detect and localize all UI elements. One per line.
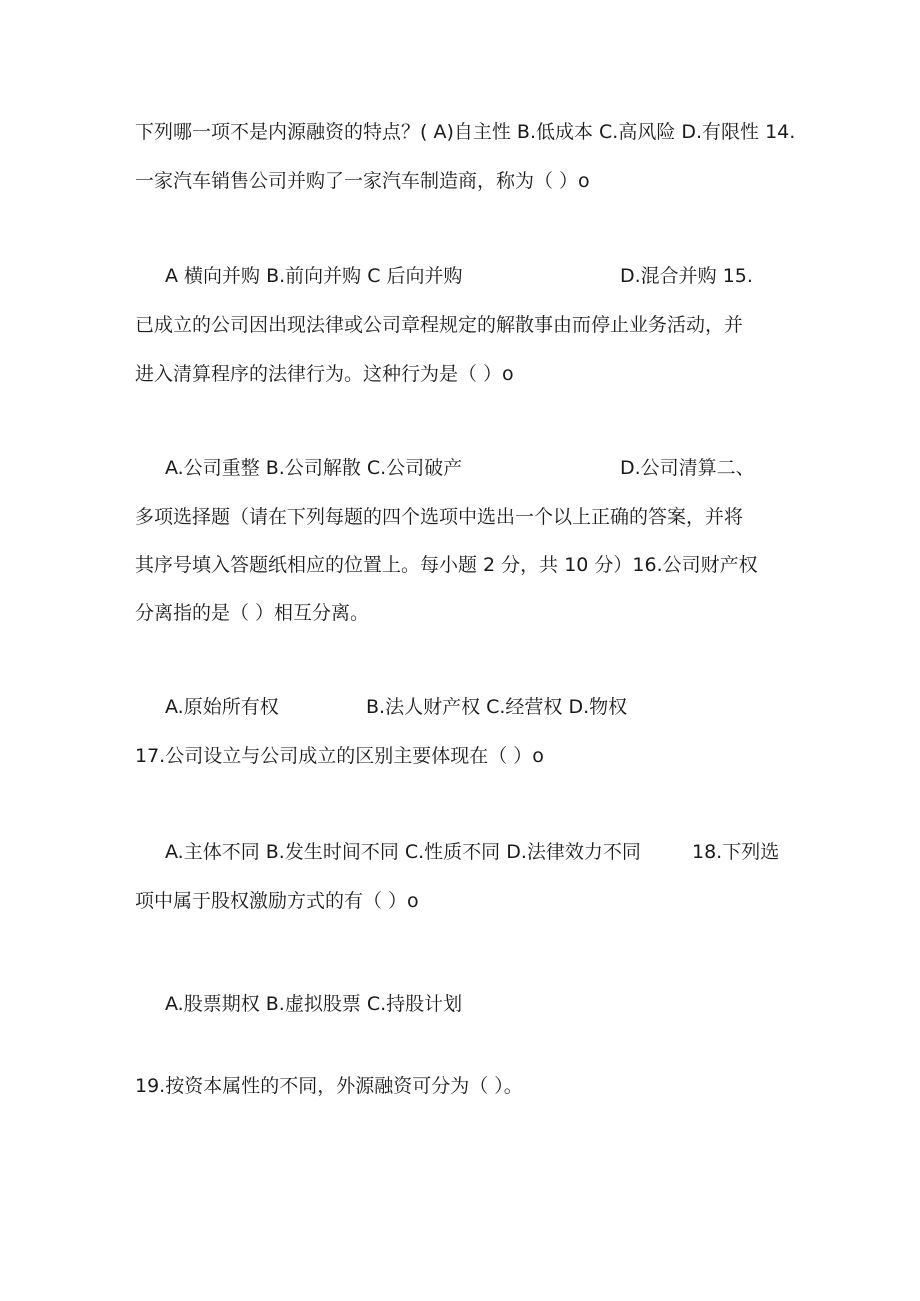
- question-15-options: A.公司重整 B.公司解散 C.公司破产: [165, 457, 463, 479]
- question-16-options: B.法人财产权 C.经营权 D.物权: [366, 696, 628, 718]
- question-14-text: 一家汽车销售公司并购了一家汽车制造商，称为（ ）o: [135, 170, 590, 192]
- question-13-text: 下列哪一项不是内源融资的特点？( A)自主性 B.低成本 C.高风险 D.有限性 14.: [135, 121, 796, 143]
- question-15-text: 已成立的公司因出现法律或公司章程规定的解散事由而停止业务活动，并: [135, 314, 744, 336]
- question-19-text: 19.按资本属性的不同，外源融资可分为（ ）。: [135, 1075, 523, 1097]
- question-15-option-d: D.公司清算二、: [620, 457, 755, 479]
- section-two-instructions: 其序号填入答题纸相应的位置上。每小题 2 分，共 10 分）16.公司财产权: [135, 554, 758, 576]
- question-17-text: 17.公司设立与公司成立的区别主要体现在（ ）o: [135, 745, 544, 767]
- question-14-option-d: D.混合并购 15.: [620, 265, 753, 287]
- question-18-options: A.股票期权 B.虚拟股票 C.持股计划: [165, 993, 463, 1015]
- section-two-heading: 多项选择题（请在下列每题的四个选项中选出一个以上正确的答案，并将: [135, 506, 744, 528]
- question-16-text: 分离指的是（ ）相互分离。: [135, 602, 370, 624]
- question-15-text-cont: 进入清算程序的法律行为。这种行为是（ ）o: [135, 363, 514, 385]
- question-14-options: A 横向并购 B.前向并购 C 后向并购: [165, 265, 463, 287]
- question-17-options: A.主体不同 B.发生时间不同 C.性质不同 D.法律效力不同: [165, 841, 641, 863]
- question-18-start: 18.下列选: [692, 841, 780, 863]
- question-16-option-a: A.原始所有权: [165, 696, 279, 718]
- question-18-text: 项中属于股权激励方式的有（ ）o: [135, 890, 419, 912]
